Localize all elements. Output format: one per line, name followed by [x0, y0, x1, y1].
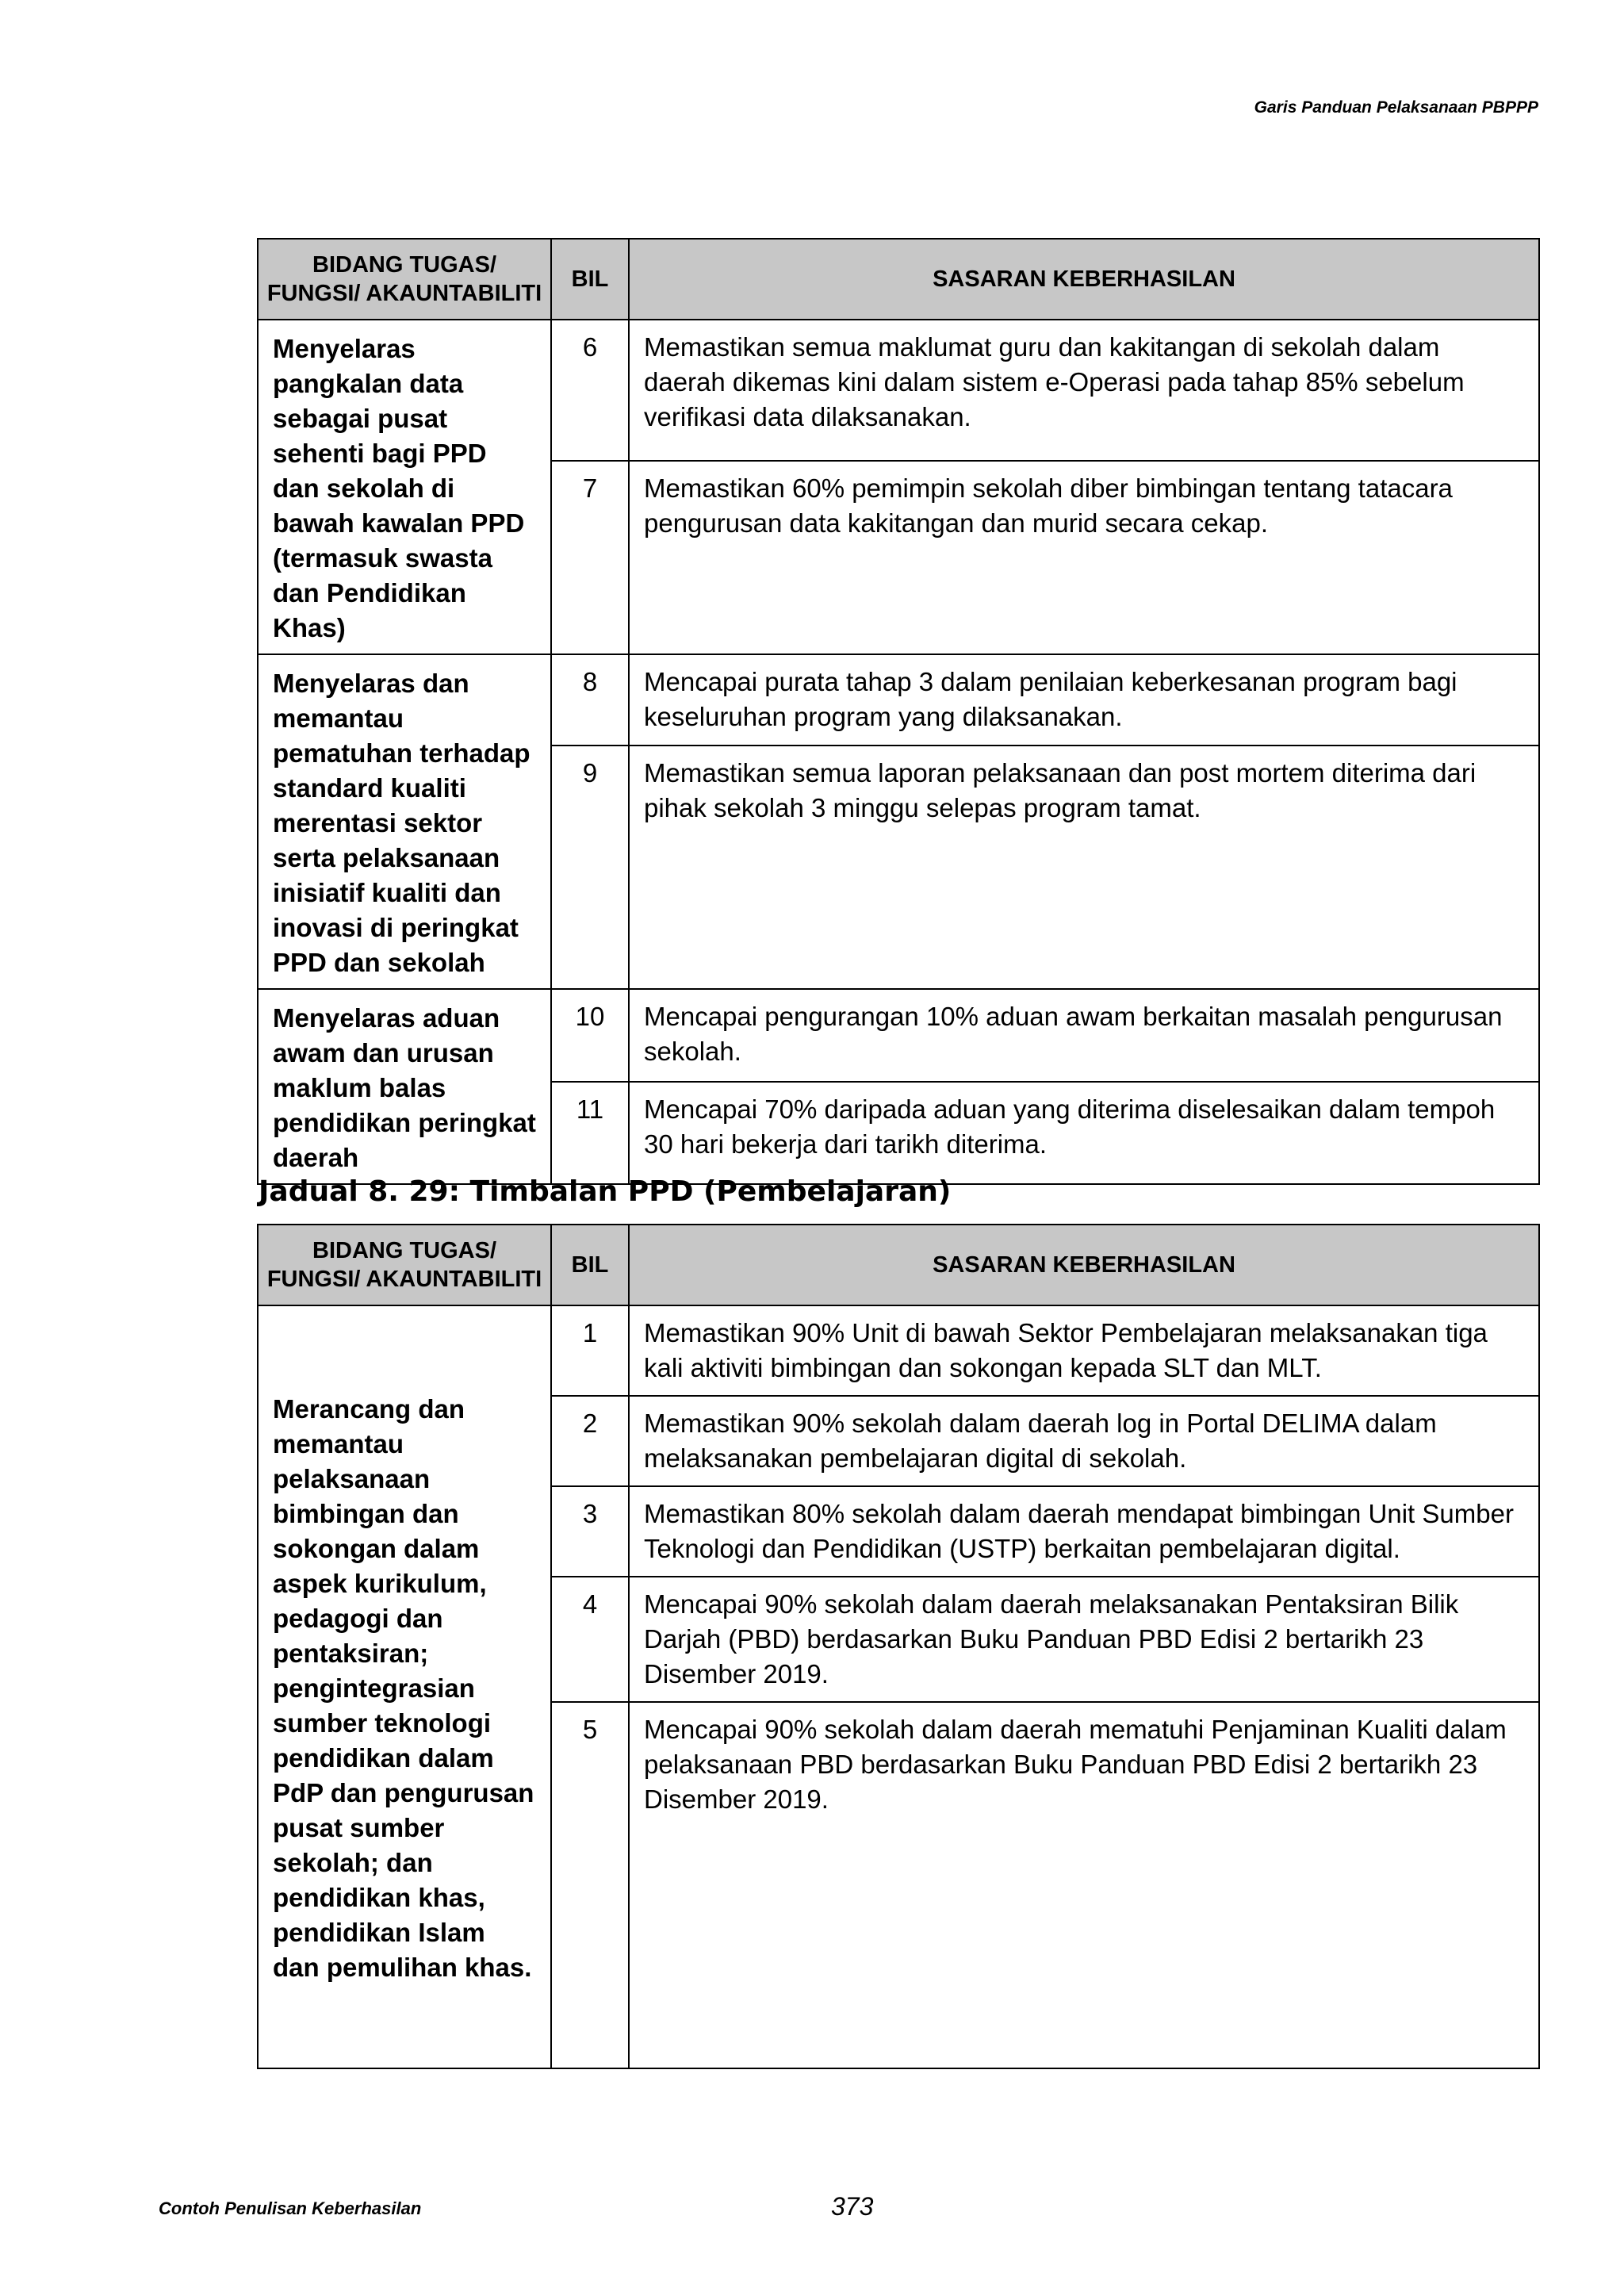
target-cell: Memastikan 60% pemimpin sekolah diber bimbingan tentang tatacara pengurusan data kakitangan dan murid secara cekap. — [629, 461, 1539, 654]
target-cell: Memastikan semua laporan pelaksanaan dan post mortem diterima dari pihak sekolah 3 minggu selepas program tamat. — [629, 746, 1539, 989]
bil-cell: 9 — [551, 746, 629, 989]
bil-cell: 8 — [551, 654, 629, 746]
page-number: 373 — [831, 2192, 874, 2221]
target-cell: Memastikan 90% Unit di bawah Sektor Pembelajaran melaksanakan tiga kali aktiviti bimbingan dan sokongan kepada SLT dan MLT. — [629, 1305, 1539, 1396]
success-targets-table-2 — [257, 1224, 1540, 2069]
target-cell: Mencapai 90% sekolah dalam daerah mematuhi Penjaminan Kualiti dalam pelaksanaan PBD berdasarkan Buku Panduan PBD Edisi 2 bertarikh 23 Disember 2019. — [629, 1702, 1539, 2068]
footer-section-title: Contoh Penulisan Keberhasilan — [159, 2198, 422, 2218]
bil-cell: 7 — [551, 461, 629, 654]
table-row — [258, 1305, 1539, 1396]
column-header-target: SASARAN KEBERHASILAN — [629, 239, 1539, 320]
column-header-area: BIDANG TUGAS/ FUNGSI/ AKAUNTABILITI — [258, 1225, 551, 1305]
target-cell: Memastikan semua maklumat guru dan kakitangan di sekolah dalam daerah dikemas kini dalam sistem e-Operasi pada tahap 85% sebelum verifikasi data dilaksanakan. — [629, 320, 1539, 461]
running-header: Garis Panduan Pelaksanaan PBPPP — [1254, 98, 1538, 117]
bil-cell: 2 — [551, 1396, 629, 1486]
target-cell: Mencapai purata tahap 3 dalam penilaian keberkesanan program bagi keseluruhan program yang dilaksanakan. — [629, 654, 1539, 746]
table-caption: Jadual 8. 29: Timbalan PPD (Pembelajaran) — [259, 1175, 952, 1208]
column-header-bil: BIL — [551, 239, 629, 320]
table-row — [258, 320, 1539, 461]
column-header-bil: BIL — [551, 1225, 629, 1305]
target-cell: Memastikan 90% sekolah dalam daerah log in Portal DELIMA dalam melaksanakan pembelajaran digital di sekolah. — [629, 1396, 1539, 1486]
area-cell: Menyelaras dan memantau pematuhan terhadap standard kualiti merentasi sektor serta pelaksanaan inisiatif kualiti dan inovasi di peringkat PPD dan sekolah — [258, 654, 551, 989]
table-header-row — [258, 1225, 1539, 1305]
area-cell: Menyelaras pangkalan data sebagai pusat sehenti bagi PPD dan sekolah di bawah kawalan PPD (termasuk swasta dan Pendidikan Khas) — [258, 320, 551, 654]
area-cell: Menyelaras aduan awam dan urusan maklum balas pendidikan peringkat daerah — [258, 989, 551, 1184]
bil-cell: 3 — [551, 1486, 629, 1577]
bil-cell: 5 — [551, 1702, 629, 2068]
success-targets-table-1 — [257, 238, 1540, 1185]
bil-cell: 6 — [551, 320, 629, 461]
target-cell: Memastikan 80% sekolah dalam daerah mendapat bimbingan Unit Sumber Teknologi dan Pendidikan (USTP) berkaitan pembelajaran digital. — [629, 1486, 1539, 1577]
target-cell: Mencapai 70% daripada aduan yang diterima diselesaikan dalam tempoh 30 hari bekerja dari tarikh diterima. — [629, 1082, 1539, 1184]
target-cell: Mencapai 90% sekolah dalam daerah melaksanakan Pentaksiran Bilik Darjah (PBD) berdasarkan Buku Panduan PBD Edisi 2 bertarikh 23 Disember 2019. — [629, 1577, 1539, 1702]
bil-cell: 11 — [551, 1082, 629, 1184]
bil-cell: 1 — [551, 1305, 629, 1396]
bil-cell: 4 — [551, 1577, 629, 1702]
table-header-row — [258, 239, 1539, 320]
area-cell: Merancang dan memantau pelaksanaan bimbingan dan sokongan dalam aspek kurikulum, pedagogi dan pentaksiran; pengintegrasian sumber teknologi pendidikan dalam PdP dan pengurusan pusat sumber sekolah; dan pendidikan khas, pendidikan Islam dan pemulihan khas. — [258, 1305, 551, 2068]
table-row — [258, 989, 1539, 1082]
column-header-area: BIDANG TUGAS/ FUNGSI/ AKAUNTABILITI — [258, 239, 551, 320]
column-header-target: SASARAN KEBERHASILAN — [629, 1225, 1539, 1305]
table-row — [258, 654, 1539, 746]
target-cell: Mencapai pengurangan 10% aduan awam berkaitan masalah pengurusan sekolah. — [629, 989, 1539, 1082]
bil-cell: 10 — [551, 989, 629, 1082]
